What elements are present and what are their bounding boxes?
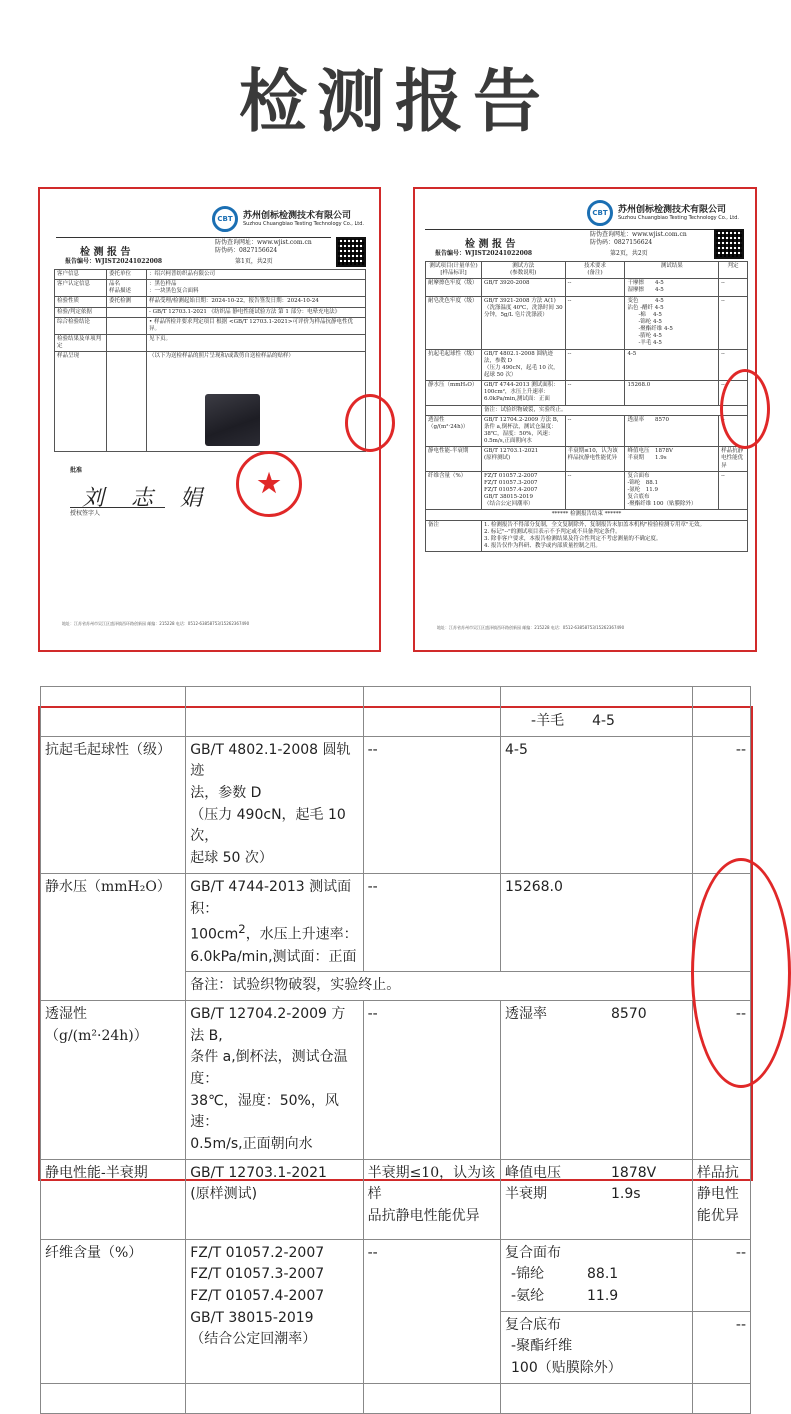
star-icon: ★	[257, 469, 281, 499]
table-cell: GB/T 4744-2013 测试面积：100cm²，水压上升速率：6.0kPa/min,测试面：正面	[481, 381, 565, 405]
table-row	[426, 471, 748, 510]
footer-text: 地址：江苏省苏州市吴江区盛泽镇西环路创新园 邮编：215228 电话：0512-63858753/15262367490	[437, 625, 625, 630]
stamp-fragment	[691, 858, 791, 1088]
row-subkey	[107, 334, 147, 351]
table-cell: 复合面布 -锦纶 88.1 -氨纶 11.9 复合底布 -聚酯纤维 100（贴膜除外）	[625, 471, 719, 510]
row-key: 客户信息	[55, 270, 107, 280]
table-cell: 4-5	[625, 349, 719, 381]
table-cell: 样品抗静电性能优异	[719, 447, 748, 471]
column-header: 测试结果	[625, 262, 719, 279]
table-cell: --	[719, 349, 748, 381]
table-cell: 半衰期≤10，认为该样品抗静电性能优异	[565, 447, 625, 471]
row-subkey: 品名 样品描述	[107, 280, 147, 297]
row-subkey	[107, 307, 147, 317]
table-cell: --	[565, 415, 625, 447]
company-name-en: Suzhou Chuangbiao Testing Technology Co., Ltd.	[243, 221, 364, 227]
table-row	[426, 349, 748, 381]
item-cell: 透湿性（g/(m²·24h)）	[41, 1000, 186, 1159]
top-partial-result: -羊毛 4-5	[501, 687, 693, 737]
report-number: 报告编号：WJIST20241022008	[65, 258, 163, 265]
report-page-2-thumbnail[interactable]	[413, 187, 757, 652]
row-value: （以下为送检样品的照片呈现和/或裁剪自送检样品的贴样）	[147, 352, 366, 452]
table-cell: 透湿性（g/(m²·24h)）	[426, 415, 482, 447]
table-cell: GB/T 3920-2008	[481, 279, 565, 296]
table-cell: --	[565, 279, 625, 296]
note-cell: 备注：试验织物破裂，实验终止。	[481, 405, 747, 415]
table-cell: 静水压（mmH₂O）	[426, 381, 482, 405]
row-value: 见下页。	[147, 334, 366, 351]
method-cell: GB/T 12703.1-2021 (原样测试)	[186, 1159, 363, 1239]
requirement-cell: --	[363, 736, 500, 873]
results-table	[40, 686, 751, 1414]
table-row	[426, 415, 748, 447]
row-value: ：黑色样品 ：一块黑色复合面料	[147, 280, 366, 297]
table-cell: 静电性能-半衰期	[426, 447, 482, 471]
row-key: 检验结果及单项判定	[55, 334, 107, 351]
stamp-fragment	[720, 369, 770, 449]
table-cell: 峰值电压 1878V 半衰期 1.9s	[625, 447, 719, 471]
table-row	[41, 1000, 751, 1159]
query-site: 防伪查询网址：www.wjist.com.cn	[215, 239, 312, 246]
table-row	[41, 736, 751, 873]
table-row	[55, 297, 366, 307]
column-header: 测试项目(计量单位) [样品标识]	[426, 262, 482, 279]
table-cell: --	[565, 381, 625, 405]
table-row	[426, 279, 748, 296]
judge-cell: --	[692, 736, 750, 873]
approver-label: 批准	[70, 467, 83, 474]
company-name-en: Suzhou Chuangbiao Testing Technology Co., Ltd.	[618, 215, 739, 221]
report-title: 检 测 报 告	[465, 239, 516, 250]
table-row	[55, 280, 366, 297]
row-value: - GB/T 12703.1-2021 《纺织品 静电性能试验方法 第 1 部分：电晕充电法》	[147, 307, 366, 317]
footer-text: 地址：江苏省苏州市吴江区盛泽镇西环路创新园 邮编：215228 电话：0512-63858753/15262367490	[62, 621, 250, 626]
row-key: 检验性质	[55, 297, 107, 307]
item-cell: 静电性能-半衰期	[41, 1159, 186, 1239]
table-row	[41, 873, 751, 971]
page-info: 第2页，共2页	[610, 250, 648, 257]
page-info: 第1页，共2页	[235, 258, 273, 265]
table-row	[41, 1159, 751, 1239]
results-table-zoom	[38, 706, 753, 1377]
stamp-fragment	[345, 394, 395, 452]
report-page-1-thumbnail[interactable]	[38, 187, 381, 652]
table-cell: 耐摩擦色牢度（级）	[426, 279, 482, 296]
table-cell: 变色 4-5 沾色 -醋纤 4-5 -棉 4-5 -锦纶 4-5 -聚酯纤维 4-5 -腈纶 4-5 -羊毛 4-5	[625, 296, 719, 349]
table-cell: --	[719, 471, 748, 510]
page-title: 检测报告	[238, 63, 551, 142]
results-table-thumbnail	[425, 261, 748, 552]
table-row	[41, 1239, 751, 1311]
table-cell: --	[719, 381, 748, 405]
method-cell: FZ/T 01057.2-2007 FZ/T 01057.3-2007 FZ/T 01057.4-2007 GB/T 38015-2019 （结合公定回潮率）	[186, 1239, 363, 1383]
table-cell: GB/T 3921-2008 方法 A(1) （洗涤温度 40℃，洗涤时间 30 分钟，5g/L 皂片洗涤液）	[481, 296, 565, 349]
table-row	[426, 520, 748, 552]
table-cell: 干摩擦 4-5 湿摩擦 4-5	[625, 279, 719, 296]
query-code: 防伪码：0827156624	[215, 247, 278, 254]
company-logo-icon: CBT	[587, 200, 613, 226]
result-cell: 复合面布 -锦纶 88.1 -氨纶 11.9	[501, 1239, 693, 1311]
company-name-cn: 苏州创标检测技术有限公司	[243, 211, 352, 221]
official-stamp	[236, 451, 302, 517]
table-cell: 抗起毛起球性（级）	[426, 349, 482, 381]
table-cell: 纤维含量（%）	[426, 471, 482, 510]
company-logo-icon: CBT	[212, 206, 238, 232]
table-cell	[426, 405, 482, 415]
remarks-text: 1. 检测报告不得部分复制，全文复制除外，复制报告未加盖本机构"检验检测专用章"无效。 2. 标记"--"的测试项目表示不予判定或不具备判定条件。 3. 除非客户要求，本报告检测结果及符合性判定不考虑测量的不确定度。 4. 报告仅作为科研、教学或内部质量控制之用。	[481, 520, 747, 552]
table-cell: GB/T 4802.1-2008 圆轨迹法，参数 D （压力 490cN，起毛 10 次，起球 50 次）	[481, 349, 565, 381]
table-cell: --	[719, 415, 748, 447]
sample-photo	[205, 394, 260, 446]
result-cell: 峰值电压 1878V 半衰期 1.9s	[501, 1159, 693, 1239]
judge-cell: --	[692, 1239, 750, 1311]
report-number: 报告编号：WJIST20241022008	[435, 250, 533, 257]
query-code: 防伪码：0827156624	[590, 239, 653, 246]
table-cell: --	[565, 471, 625, 510]
table-cell: FZ/T 01057.2-2007 FZ/T 01057.3-2007 FZ/T 01057.4-2007 GB/T 38015-2019 （结合公定回潮率）	[481, 471, 565, 510]
column-header: 测试方法 (参数说明)	[481, 262, 565, 279]
remarks-label: 备注	[426, 520, 482, 552]
query-site: 防伪查询网址：www.wjist.com.cn	[590, 231, 687, 238]
table-cell: --	[719, 279, 748, 296]
requirement-cell: 半衰期≤10，认为该样 品抗静电性能优异	[363, 1159, 500, 1239]
table-row	[426, 510, 748, 520]
table-cell: 透湿率 8570	[625, 415, 719, 447]
table-row	[55, 270, 366, 280]
row-subkey: 委托检测	[107, 297, 147, 307]
requirement-cell: --	[363, 1239, 500, 1383]
table-cell: GB/T 12703.1-2021 (原样测试)	[481, 447, 565, 471]
table-cell: GB/T 12704.2-2009 方法 B,条件 a,倒杯法，测试仓温度：38℃，湿度：50%，风速：0.5m/s,正面朝向水	[481, 415, 565, 447]
requirement-cell: --	[363, 1000, 500, 1159]
requirement-cell: --	[363, 873, 500, 971]
row-subkey	[107, 352, 147, 452]
result-cell: 4-5	[501, 736, 693, 873]
column-header: 技术要求 (备注)	[565, 262, 625, 279]
judge-cell: --	[692, 1000, 750, 1159]
qr-code-icon	[336, 237, 366, 267]
item-cell: 纤维含量（%）	[41, 1239, 186, 1383]
method-cell: GB/T 4802.1-2008 圆轨迹 法，参数 D （压力 490cN，起毛 10 次， 起球 50 次）	[186, 736, 363, 873]
row-value: ：绍兴柯普纺织品有限公司	[147, 270, 366, 280]
row-value: 样品受理/检测起始日期：2024-10-22，报告签发日期：2024-10-24	[147, 297, 366, 307]
table-row	[426, 447, 748, 471]
table-row	[55, 307, 366, 317]
table-cell: --	[565, 296, 625, 349]
row-key: 样品呈现	[55, 352, 107, 452]
row-key: 客户认定信息	[55, 280, 107, 297]
column-header: 判定	[719, 262, 748, 279]
signatory-label: 授权签字人	[70, 510, 101, 517]
method-cell: GB/T 12704.2-2009 方法 B, 条件 a,倒杯法，测试仓温度： 38℃，湿度：50%，风速： 0.5m/s,正面朝向水	[186, 1000, 363, 1159]
row-key: 检验/判定依据	[55, 307, 107, 317]
company-name-cn: 苏州创标检测技术有限公司	[618, 205, 727, 215]
result-cell: 15268.0	[501, 873, 693, 971]
table-row	[426, 405, 748, 415]
table-header-row	[426, 262, 748, 279]
method-cell: GB/T 4744-2013 测试面积： $100cm^2$，水压上升速率： 6.0kPa/min,测试面：正面	[186, 873, 363, 971]
table-row	[426, 381, 748, 405]
row-subkey	[107, 317, 147, 334]
report-end-line: ****** 检测报告结束 ******	[426, 510, 748, 520]
row-key: 综合检验结论	[55, 317, 107, 334]
item-cell: 静水压（mmH₂O）	[41, 873, 186, 1000]
qr-code-icon	[714, 229, 744, 259]
note-cell: 备注：试验织物破裂，实验终止。	[186, 972, 751, 1001]
table-cell: 15268.0	[625, 381, 719, 405]
signature: 刘 志 娟	[82, 486, 212, 511]
judge-cell: --	[692, 1311, 750, 1383]
result-cell: 透湿率 8570	[501, 1000, 693, 1159]
table-row	[41, 687, 751, 737]
row-subkey: 委托单位	[107, 270, 147, 280]
table-row	[41, 1383, 751, 1413]
judge-cell: 样品抗 静电性 能优异	[692, 1159, 750, 1239]
table-row	[55, 317, 366, 334]
table-row	[426, 296, 748, 349]
table-cell: 耐皂洗色牢度（级）	[426, 296, 482, 349]
item-cell: 抗起毛起球性（级）	[41, 736, 186, 873]
table-cell: --	[565, 349, 625, 381]
table-row	[55, 334, 366, 351]
row-value: • 样品所检并要求判定项目 根据 <GB/T 12703.1-2021>可评价为样品抗静电性优异。	[147, 317, 366, 334]
result-cell: 复合底布 -聚酯纤维100（贴膜除外）	[501, 1311, 693, 1383]
table-cell: --	[719, 296, 748, 349]
report-title: 检 测 报 告	[80, 247, 131, 258]
